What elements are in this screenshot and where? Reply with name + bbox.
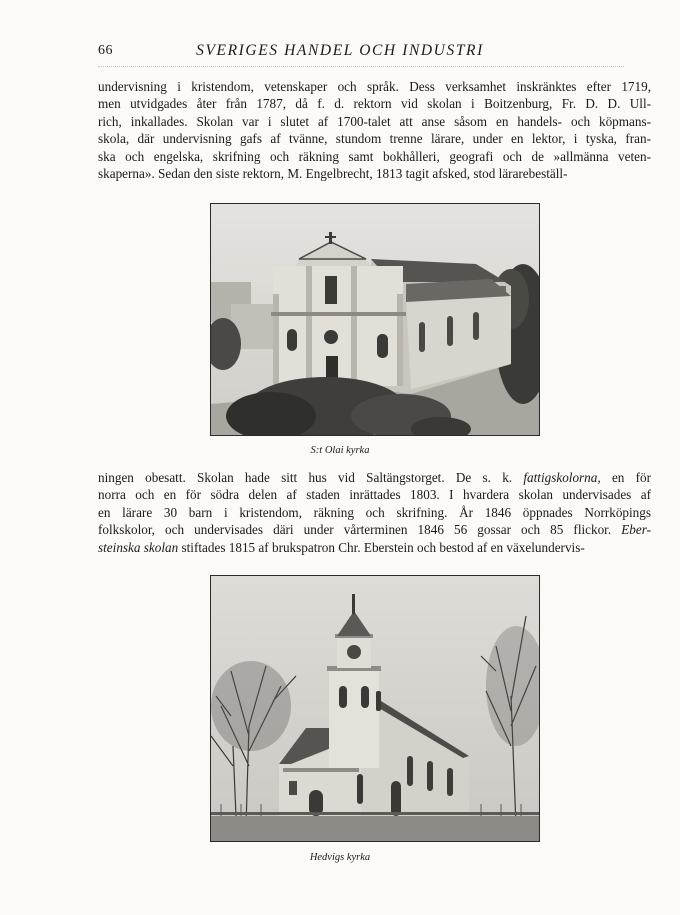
text-line <box>98 521 651 538</box>
church-photo-illustration <box>211 576 539 841</box>
photo-hedvigs-church <box>210 575 540 842</box>
text-line <box>98 469 651 486</box>
italic-term: Eber- <box>621 522 651 538</box>
italic-term: steinska skolan <box>98 539 179 555</box>
figure-caption: S:t Olai kyrka <box>310 445 370 456</box>
text-run: folkskolor, och undervisades däri under vårterminen 1846 56 gossar och 85 flickor. <box>98 522 612 538</box>
header-rule <box>98 66 624 67</box>
paragraph-2 <box>98 469 651 556</box>
church-photo-illustration <box>211 204 539 435</box>
text-line: rich, inkallades. Skolan var i slutet af 1700-talet att anse såsom en handels- och köpmans- <box>98 113 651 129</box>
text-run: en för <box>611 470 651 485</box>
text-line: en lärare 30 barn i kristendom, räkning och skrifning. År 1846 öppnades Norrköpings <box>98 504 651 520</box>
text-line: skaperna». Sedan den siste rektorn, M. Engelbrecht, 1813 tagit afsked, stod lärarebeställ- <box>98 165 568 181</box>
text-line <box>98 539 651 556</box>
running-title: SVERIGES HANDEL OCH INDUSTRI <box>196 42 484 59</box>
page-number: 66 <box>98 43 113 58</box>
figure-caption: Hedvigs kyrka <box>309 852 371 863</box>
text-run: ningen obesatt. Skolan hade sitt hus vid Saltängstorget. De s. k. <box>98 470 513 485</box>
text-line: norra och en för södra delen af staden inrättades 1803. I hvardera skolan undervisades af <box>98 487 651 503</box>
photo-st-olai-church <box>210 203 540 436</box>
text-line: men utvidgades åter från 1787, då f. d. rektorn vid skolan i Boitzenburg, Fr. D. D. Ull- <box>98 96 651 112</box>
text-line: undervisning i kristendom, vetenskaper och språk. Dess verksamhet inskränktes efter 1719, <box>98 79 651 94</box>
text-line: skola, där undervisning gafs af tvänne, stundom trenne lärare, under en lektor, i tyska, fran- <box>98 131 651 147</box>
text-run: stiftades 1815 af brukspatron Chr. Eberstein och bestod af en växelundervis- <box>181 539 585 555</box>
paragraph-1 <box>98 78 651 182</box>
text-line: ska och engelska, skrifning och räkning samt bokhålleri, geografi och de »allmänna veten- <box>98 148 651 164</box>
italic-term: fattigskolorna, <box>523 470 601 485</box>
